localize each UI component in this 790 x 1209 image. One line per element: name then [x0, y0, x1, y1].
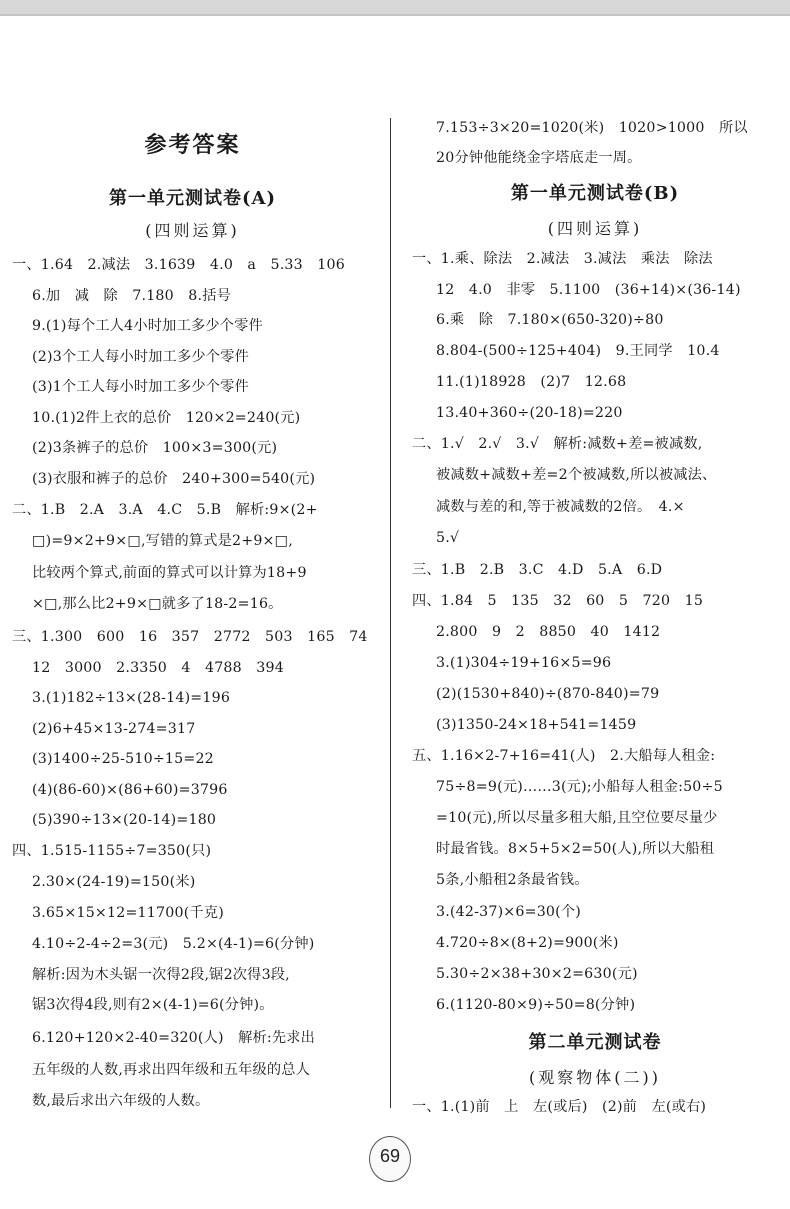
- answer-line: 10.(1)2件上衣的总价 120×2=240(元): [32, 410, 301, 426]
- answer-line: 二、1.√ 2.√ 3.√ 解析:减数+差=被减数,: [412, 436, 703, 452]
- page-title: 参考答案: [144, 132, 241, 158]
- answer-line: 五、1.16×2-7+16=41(人) 2.大船每人租金:: [412, 748, 716, 764]
- answer-line: 一、1.64 2.减法 3.1639 4.0 a 5.33 106: [12, 257, 345, 273]
- answer-line: (3)1350-24×18+541=1459: [436, 717, 637, 733]
- answer-line: 12 3000 2.3350 4 4788 394: [32, 660, 284, 676]
- answer-line: 5.30÷2×38+30×2=630(元): [436, 966, 638, 982]
- answer-line: 8.804-(500÷125+404) 9.王同学 10.4: [436, 343, 720, 359]
- unit-2-title: 第二单元测试卷: [528, 1032, 662, 1053]
- answer-line: 6.120+120×2-40=320(人) 解析:先求出: [32, 1030, 316, 1046]
- answer-line: 7.153÷3×20=1020(米) 1020>1000 所以: [436, 120, 748, 136]
- answer-line: (3)1个工人每小时加工多少个零件: [32, 379, 249, 395]
- answer-line: 减数与差的和,等于被减数的2倍。 4.×: [436, 499, 685, 515]
- answer-line: 3.65×15×12=11700(千克): [32, 905, 224, 921]
- answer-line: 11.(1)18928 (2)7 12.68: [436, 374, 627, 390]
- answer-line: (2)(1530+840)÷(870-840)=79: [436, 686, 660, 702]
- answer-line: 12 4.0 非零 5.1100 (36+14)×(36-14): [436, 282, 741, 298]
- unit-1b-title: 第一单元测试卷(B): [510, 183, 680, 204]
- unit-1a-title: 第一单元测试卷(A): [109, 188, 276, 209]
- answer-line: 6.(1120-80×9)÷50=8(分钟): [436, 997, 636, 1013]
- page-number-badge: [363, 1130, 417, 1184]
- answer-line: 5条,小船租2条最省钱。: [436, 872, 589, 888]
- answer-line: (2)3条裤子的总价 100×3=300(元): [32, 440, 278, 456]
- answer-line: 20分钟他能绕金字塔底走一周。: [436, 150, 642, 166]
- answer-line: 二、1.B 2.A 3.A 4.C 5.B 解析:9×(2+: [12, 502, 318, 518]
- answer-line: 75÷8=9(元)……3(元);小船每人租金:50÷5: [436, 779, 723, 795]
- answer-line: 6.加 减 除 7.180 8.括号: [32, 288, 231, 304]
- answer-line: (2)6+45×13-274=317: [32, 721, 196, 737]
- answer-line: 被减数+减数+差=2个被减数,所以被减法、: [436, 467, 717, 483]
- answer-line: =10(元),所以尽量多租大船,且空位要尽量少: [436, 810, 718, 826]
- unit-2-subtitle: (观察物体(二)): [529, 1068, 661, 1087]
- answer-line: 五年级的人数,再求出四年级和五年级的总人: [32, 1062, 311, 1078]
- left-column: [0, 0, 385, 1209]
- answer-line: 6.乘 除 7.180×(650-320)÷80: [436, 312, 664, 328]
- answer-line: 三、1.B 2.B 3.C 4.D 5.A 6.D: [412, 562, 663, 578]
- answer-line: 一、1.(1)前 上 左(或后) (2)前 左(或右): [412, 1099, 707, 1115]
- answer-line: (4)(86-60)×(86+60)=3796: [32, 782, 228, 798]
- answer-line: 3.(42-37)×6=30(个): [436, 904, 582, 920]
- answer-line: 四、1.84 5 135 32 60 5 720 15: [412, 593, 704, 609]
- answer-line: 数,最后求出六年级的人数。: [32, 1093, 210, 1109]
- page-number: 69: [379, 1146, 401, 1166]
- answer-line: □)=9×2+9×□,写错的算式是2+9×□,: [32, 533, 293, 549]
- answer-line: 5.√: [436, 530, 460, 546]
- answer-line: 4.720÷8×(8+2)=900(米): [436, 935, 619, 951]
- answer-line: 2.30×(24-19)=150(米): [32, 874, 196, 890]
- answer-line: ×□,那么比2+9×□就多了18-2=16。: [32, 596, 283, 612]
- column-divider: [390, 118, 391, 1108]
- unit-1a-subtitle: (四则运算): [145, 221, 240, 240]
- answer-line: (2)3个工人每小时加工多少个零件: [32, 349, 249, 365]
- unit-1b-subtitle: (四则运算): [547, 219, 643, 238]
- answer-line: 3.(1)304÷19+16×5=96: [436, 655, 612, 671]
- answer-line: 锯3次得4段,则有2×(4-1)=6(分钟)。: [32, 997, 274, 1013]
- answer-line: 3.(1)182÷13×(28-14)=196: [32, 690, 231, 706]
- answer-line: 一、1.乘、除法 2.减法 3.减法 乘法 除法: [412, 251, 713, 267]
- answer-line: 4.10÷2-4÷2=3(元) 5.2×(4-1)=6(分钟): [32, 936, 315, 952]
- answer-line: 比较两个算式,前面的算式可以计算为18+9: [32, 565, 307, 581]
- answer-line: 解析:因为木头锯一次得2段,锯2次得3段,: [32, 967, 290, 983]
- answer-line: 时最省钱。8×5+5×2=50(人),所以大船租: [436, 841, 715, 857]
- answer-line: 四、1.515-1155÷7=350(只): [12, 843, 212, 859]
- answer-line: (3)衣服和裤子的总价 240+300=540(元): [32, 471, 316, 487]
- answer-line: (5)390÷13×(20-14)=180: [32, 812, 217, 828]
- answer-line: 2.800 9 2 8850 40 1412: [436, 624, 661, 640]
- answer-line: 9.(1)每个工人4小时加工多少个零件: [32, 318, 263, 334]
- answer-line: 三、1.300 600 16 357 2772 503 165 74: [12, 629, 368, 645]
- answer-line: (3)1400÷25-510÷15=22: [32, 751, 214, 767]
- answer-line: 13.40+360÷(20-18)=220: [436, 405, 623, 421]
- right-column: [400, 0, 790, 1209]
